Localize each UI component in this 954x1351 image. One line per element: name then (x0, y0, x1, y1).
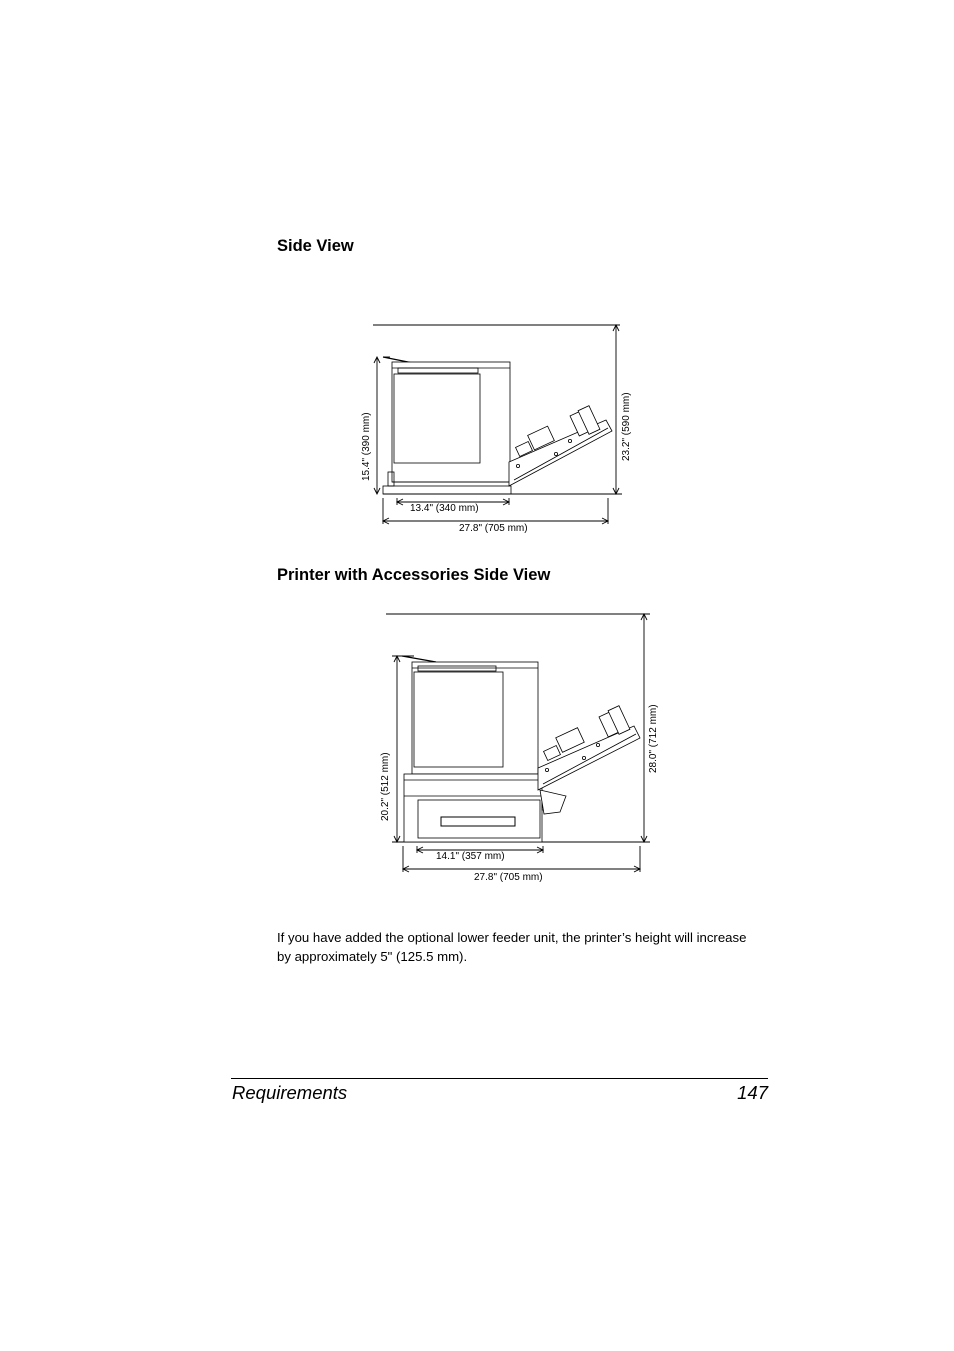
side-view-height-label: 15.4" (390 mm) (361, 412, 372, 481)
section-heading-accessories-side-view: Printer with Accessories Side View (277, 566, 551, 584)
side-view-total-depth-label: 27.8" (705 mm) (459, 523, 528, 534)
accessories-total-depth-label: 27.8" (705 mm) (474, 872, 543, 883)
footer-page-number: 147 (737, 1082, 768, 1103)
side-view-total-height-label: 23.2" (590 mm) (621, 392, 632, 461)
footer-title: Requirements (232, 1082, 348, 1103)
lower-feeder-note: If you have added the optional lower feeder unit, the printer’s height will increase by approximately 5" (125.5 mm). (277, 930, 747, 964)
accessories-total-height-label: 28.0" (712 mm) (648, 704, 659, 773)
side-view-depth-label: 13.4" (340 mm) (410, 503, 479, 514)
accessories-open-tray (538, 706, 640, 814)
accessories-printer-body (402, 656, 548, 842)
section-heading-side-view: Side View (277, 237, 354, 255)
footer-rule (231, 1078, 768, 1079)
accessories-depth-label: 14.1" (357 mm) (436, 851, 505, 862)
accessories-height-label: 20.2" (512 mm) (380, 752, 391, 821)
